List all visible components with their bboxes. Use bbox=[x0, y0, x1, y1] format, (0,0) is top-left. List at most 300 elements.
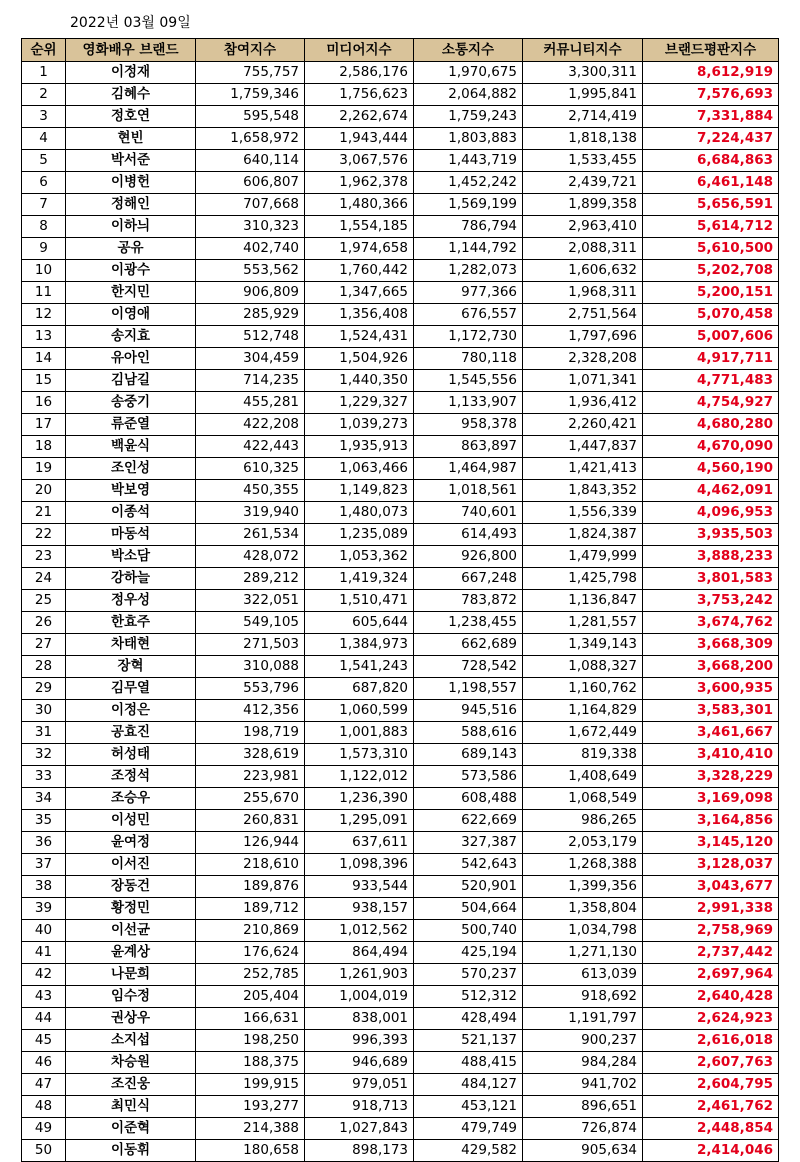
communication-index-cell: 1,133,907 bbox=[414, 392, 523, 414]
actor-name-cell: 이서진 bbox=[66, 854, 196, 876]
table-row bbox=[22, 304, 779, 326]
actor-name-cell: 이하늬 bbox=[66, 216, 196, 238]
rank-cell: 23 bbox=[22, 546, 66, 568]
rank-cell: 34 bbox=[22, 788, 66, 810]
table-row bbox=[22, 1096, 779, 1118]
header-community-index: 커뮤니티지수 bbox=[523, 39, 643, 62]
rank-cell: 33 bbox=[22, 766, 66, 788]
table-row bbox=[22, 722, 779, 744]
participation-index-cell: 322,051 bbox=[196, 590, 305, 612]
community-index-cell: 900,237 bbox=[523, 1030, 643, 1052]
media-index-cell: 1,974,658 bbox=[305, 238, 414, 260]
participation-index-cell: 285,929 bbox=[196, 304, 305, 326]
rank-cell: 7 bbox=[22, 194, 66, 216]
table-row bbox=[22, 986, 779, 1008]
rank-cell: 31 bbox=[22, 722, 66, 744]
brand-reputation-index-cell: 5,656,591 bbox=[643, 194, 779, 216]
header-communication-index: 소통지수 bbox=[414, 39, 523, 62]
actor-name-cell: 장혁 bbox=[66, 656, 196, 678]
community-index-cell: 2,260,421 bbox=[523, 414, 643, 436]
actor-name-cell: 김남길 bbox=[66, 370, 196, 392]
table-row bbox=[22, 348, 779, 370]
participation-index-cell: 714,235 bbox=[196, 370, 305, 392]
actor-name-cell: 정해인 bbox=[66, 194, 196, 216]
participation-index-cell: 304,459 bbox=[196, 348, 305, 370]
rank-cell: 19 bbox=[22, 458, 66, 480]
actor-name-cell: 차태현 bbox=[66, 634, 196, 656]
table-row bbox=[22, 238, 779, 260]
table-row bbox=[22, 84, 779, 106]
participation-index-cell: 319,940 bbox=[196, 502, 305, 524]
media-index-cell: 1,756,623 bbox=[305, 84, 414, 106]
communication-index-cell: 512,312 bbox=[414, 986, 523, 1008]
table-row bbox=[22, 1030, 779, 1052]
communication-index-cell: 740,601 bbox=[414, 502, 523, 524]
communication-index-cell: 780,118 bbox=[414, 348, 523, 370]
actor-name-cell: 윤여정 bbox=[66, 832, 196, 854]
media-index-cell: 1,943,444 bbox=[305, 128, 414, 150]
community-index-cell: 1,281,557 bbox=[523, 612, 643, 634]
media-index-cell: 1,053,362 bbox=[305, 546, 414, 568]
brand-reputation-index-cell: 4,680,280 bbox=[643, 414, 779, 436]
table-row bbox=[22, 480, 779, 502]
participation-index-cell: 1,759,346 bbox=[196, 84, 305, 106]
rank-cell: 35 bbox=[22, 810, 66, 832]
header-media-index: 미디어지수 bbox=[305, 39, 414, 62]
communication-index-cell: 429,582 bbox=[414, 1140, 523, 1162]
rank-cell: 40 bbox=[22, 920, 66, 942]
table-row bbox=[22, 62, 779, 84]
table-row bbox=[22, 1074, 779, 1096]
participation-index-cell: 610,325 bbox=[196, 458, 305, 480]
table-row bbox=[22, 744, 779, 766]
community-index-cell: 941,702 bbox=[523, 1074, 643, 1096]
actor-name-cell: 한지민 bbox=[66, 282, 196, 304]
media-index-cell: 1,384,973 bbox=[305, 634, 414, 656]
actor-name-cell: 윤계상 bbox=[66, 942, 196, 964]
table-row bbox=[22, 590, 779, 612]
actor-name-cell: 이선균 bbox=[66, 920, 196, 942]
media-index-cell: 1,962,378 bbox=[305, 172, 414, 194]
table-row bbox=[22, 810, 779, 832]
actor-name-cell: 차승원 bbox=[66, 1052, 196, 1074]
community-index-cell: 1,843,352 bbox=[523, 480, 643, 502]
brand-reputation-index-cell: 3,128,037 bbox=[643, 854, 779, 876]
table-row bbox=[22, 1052, 779, 1074]
rank-cell: 27 bbox=[22, 634, 66, 656]
brand-reputation-index-cell: 6,461,148 bbox=[643, 172, 779, 194]
actor-name-cell: 송지효 bbox=[66, 326, 196, 348]
brand-reputation-index-cell: 2,758,969 bbox=[643, 920, 779, 942]
rank-cell: 45 bbox=[22, 1030, 66, 1052]
table-row bbox=[22, 128, 779, 150]
media-index-cell: 1,935,913 bbox=[305, 436, 414, 458]
community-index-cell: 1,797,696 bbox=[523, 326, 643, 348]
participation-index-cell: 906,809 bbox=[196, 282, 305, 304]
participation-index-cell: 126,944 bbox=[196, 832, 305, 854]
community-index-cell: 1,271,130 bbox=[523, 942, 643, 964]
rank-cell: 24 bbox=[22, 568, 66, 590]
table-row bbox=[22, 1008, 779, 1030]
media-index-cell: 996,393 bbox=[305, 1030, 414, 1052]
community-index-cell: 1,672,449 bbox=[523, 722, 643, 744]
table-row bbox=[22, 172, 779, 194]
actor-name-cell: 최민식 bbox=[66, 1096, 196, 1118]
brand-reputation-index-cell: 4,096,953 bbox=[643, 502, 779, 524]
communication-index-cell: 520,901 bbox=[414, 876, 523, 898]
table-row bbox=[22, 502, 779, 524]
actor-name-cell: 조인성 bbox=[66, 458, 196, 480]
actor-name-cell: 박소담 bbox=[66, 546, 196, 568]
rank-cell: 41 bbox=[22, 942, 66, 964]
media-index-cell: 1,480,366 bbox=[305, 194, 414, 216]
rank-cell: 44 bbox=[22, 1008, 66, 1030]
participation-index-cell: 198,719 bbox=[196, 722, 305, 744]
communication-index-cell: 2,064,882 bbox=[414, 84, 523, 106]
community-index-cell: 1,399,356 bbox=[523, 876, 643, 898]
media-index-cell: 838,001 bbox=[305, 1008, 414, 1030]
community-index-cell: 1,995,841 bbox=[523, 84, 643, 106]
community-index-cell: 905,634 bbox=[523, 1140, 643, 1162]
community-index-cell: 984,284 bbox=[523, 1052, 643, 1074]
table-row bbox=[22, 964, 779, 986]
brand-reputation-index-cell: 4,670,090 bbox=[643, 436, 779, 458]
actor-name-cell: 이정재 bbox=[66, 62, 196, 84]
table-body bbox=[22, 62, 779, 1162]
brand-reputation-index-cell: 8,612,919 bbox=[643, 62, 779, 84]
brand-reputation-index-cell: 7,331,884 bbox=[643, 106, 779, 128]
rank-cell: 1 bbox=[22, 62, 66, 84]
actor-name-cell: 권상우 bbox=[66, 1008, 196, 1030]
rank-cell: 42 bbox=[22, 964, 66, 986]
community-index-cell: 896,651 bbox=[523, 1096, 643, 1118]
participation-index-cell: 549,105 bbox=[196, 612, 305, 634]
media-index-cell: 1,004,019 bbox=[305, 986, 414, 1008]
participation-index-cell: 255,670 bbox=[196, 788, 305, 810]
rank-cell: 10 bbox=[22, 260, 66, 282]
communication-index-cell: 484,127 bbox=[414, 1074, 523, 1096]
community-index-cell: 1,071,341 bbox=[523, 370, 643, 392]
media-index-cell: 933,544 bbox=[305, 876, 414, 898]
table-row bbox=[22, 392, 779, 414]
rank-cell: 16 bbox=[22, 392, 66, 414]
actor-name-cell: 조진웅 bbox=[66, 1074, 196, 1096]
rank-cell: 2 bbox=[22, 84, 66, 106]
brand-reputation-index-cell: 3,888,233 bbox=[643, 546, 779, 568]
actor-name-cell: 이정은 bbox=[66, 700, 196, 722]
table-row bbox=[22, 766, 779, 788]
communication-index-cell: 1,970,675 bbox=[414, 62, 523, 84]
community-index-cell: 819,338 bbox=[523, 744, 643, 766]
media-index-cell: 1,541,243 bbox=[305, 656, 414, 678]
participation-index-cell: 1,658,972 bbox=[196, 128, 305, 150]
brand-reputation-index-cell: 2,737,442 bbox=[643, 942, 779, 964]
actor-name-cell: 이영애 bbox=[66, 304, 196, 326]
participation-index-cell: 553,562 bbox=[196, 260, 305, 282]
actor-name-cell: 이종석 bbox=[66, 502, 196, 524]
rank-cell: 50 bbox=[22, 1140, 66, 1162]
media-index-cell: 1,012,562 bbox=[305, 920, 414, 942]
participation-index-cell: 289,212 bbox=[196, 568, 305, 590]
brand-reputation-index-cell: 2,640,428 bbox=[643, 986, 779, 1008]
communication-index-cell: 977,366 bbox=[414, 282, 523, 304]
brand-reputation-index-cell: 5,070,458 bbox=[643, 304, 779, 326]
communication-index-cell: 428,494 bbox=[414, 1008, 523, 1030]
participation-index-cell: 189,712 bbox=[196, 898, 305, 920]
rank-cell: 28 bbox=[22, 656, 66, 678]
table-row bbox=[22, 458, 779, 480]
actor-name-cell: 이광수 bbox=[66, 260, 196, 282]
community-index-cell: 1,606,632 bbox=[523, 260, 643, 282]
media-index-cell: 1,235,089 bbox=[305, 524, 414, 546]
communication-index-cell: 1,803,883 bbox=[414, 128, 523, 150]
brand-reputation-index-cell: 2,616,018 bbox=[643, 1030, 779, 1052]
actor-name-cell: 정호연 bbox=[66, 106, 196, 128]
media-index-cell: 946,689 bbox=[305, 1052, 414, 1074]
communication-index-cell: 588,616 bbox=[414, 722, 523, 744]
table-row bbox=[22, 546, 779, 568]
header-actor-brand: 영화배우 브랜드 bbox=[66, 39, 196, 62]
media-index-cell: 1,261,903 bbox=[305, 964, 414, 986]
brand-reputation-index-cell: 3,164,856 bbox=[643, 810, 779, 832]
actor-name-cell: 마동석 bbox=[66, 524, 196, 546]
communication-index-cell: 453,121 bbox=[414, 1096, 523, 1118]
media-index-cell: 1,001,883 bbox=[305, 722, 414, 744]
actor-name-cell: 장동건 bbox=[66, 876, 196, 898]
rank-cell: 47 bbox=[22, 1074, 66, 1096]
community-index-cell: 1,164,829 bbox=[523, 700, 643, 722]
rank-cell: 29 bbox=[22, 678, 66, 700]
participation-index-cell: 166,631 bbox=[196, 1008, 305, 1030]
actor-name-cell: 소지섭 bbox=[66, 1030, 196, 1052]
actor-name-cell: 이준혁 bbox=[66, 1118, 196, 1140]
brand-reputation-index-cell: 3,145,120 bbox=[643, 832, 779, 854]
communication-index-cell: 676,557 bbox=[414, 304, 523, 326]
brand-reputation-index-cell: 4,462,091 bbox=[643, 480, 779, 502]
community-index-cell: 1,191,797 bbox=[523, 1008, 643, 1030]
media-index-cell: 1,480,073 bbox=[305, 502, 414, 524]
participation-index-cell: 640,114 bbox=[196, 150, 305, 172]
community-index-cell: 1,899,358 bbox=[523, 194, 643, 216]
communication-index-cell: 1,282,073 bbox=[414, 260, 523, 282]
communication-index-cell: 1,238,455 bbox=[414, 612, 523, 634]
brand-reputation-index-cell: 5,200,151 bbox=[643, 282, 779, 304]
table-row bbox=[22, 150, 779, 172]
community-index-cell: 2,963,410 bbox=[523, 216, 643, 238]
communication-index-cell: 500,740 bbox=[414, 920, 523, 942]
table-row bbox=[22, 1118, 779, 1140]
community-index-cell: 1,421,413 bbox=[523, 458, 643, 480]
rank-cell: 17 bbox=[22, 414, 66, 436]
community-index-cell: 1,160,762 bbox=[523, 678, 643, 700]
community-index-cell: 613,039 bbox=[523, 964, 643, 986]
rank-cell: 38 bbox=[22, 876, 66, 898]
table-row bbox=[22, 1140, 779, 1162]
community-index-cell: 1,533,455 bbox=[523, 150, 643, 172]
table-row bbox=[22, 216, 779, 238]
participation-index-cell: 271,503 bbox=[196, 634, 305, 656]
actor-name-cell: 박보영 bbox=[66, 480, 196, 502]
brand-reputation-index-cell: 4,771,483 bbox=[643, 370, 779, 392]
report-date: 2022년 03월 09일 bbox=[70, 15, 191, 31]
media-index-cell: 2,586,176 bbox=[305, 62, 414, 84]
participation-index-cell: 422,443 bbox=[196, 436, 305, 458]
table-row bbox=[22, 854, 779, 876]
actor-name-cell: 임수정 bbox=[66, 986, 196, 1008]
actor-name-cell: 이동휘 bbox=[66, 1140, 196, 1162]
table-row bbox=[22, 678, 779, 700]
participation-index-cell: 252,785 bbox=[196, 964, 305, 986]
participation-index-cell: 218,610 bbox=[196, 854, 305, 876]
brand-reputation-index-cell: 2,991,338 bbox=[643, 898, 779, 920]
rank-cell: 26 bbox=[22, 612, 66, 634]
actor-name-cell: 유아인 bbox=[66, 348, 196, 370]
participation-index-cell: 188,375 bbox=[196, 1052, 305, 1074]
participation-index-cell: 707,668 bbox=[196, 194, 305, 216]
community-index-cell: 1,936,412 bbox=[523, 392, 643, 414]
media-index-cell: 1,295,091 bbox=[305, 810, 414, 832]
brand-reputation-table bbox=[21, 38, 779, 1162]
participation-index-cell: 180,658 bbox=[196, 1140, 305, 1162]
brand-reputation-index-cell: 4,754,927 bbox=[643, 392, 779, 414]
community-index-cell: 918,692 bbox=[523, 986, 643, 1008]
participation-index-cell: 189,876 bbox=[196, 876, 305, 898]
participation-index-cell: 422,208 bbox=[196, 414, 305, 436]
header-brand-reputation-index: 브랜드평판지수 bbox=[643, 39, 779, 62]
communication-index-cell: 689,143 bbox=[414, 744, 523, 766]
rank-cell: 14 bbox=[22, 348, 66, 370]
rank-cell: 43 bbox=[22, 986, 66, 1008]
community-index-cell: 2,751,564 bbox=[523, 304, 643, 326]
communication-index-cell: 542,643 bbox=[414, 854, 523, 876]
participation-index-cell: 402,740 bbox=[196, 238, 305, 260]
communication-index-cell: 1,759,243 bbox=[414, 106, 523, 128]
media-index-cell: 1,440,350 bbox=[305, 370, 414, 392]
communication-index-cell: 786,794 bbox=[414, 216, 523, 238]
media-index-cell: 605,644 bbox=[305, 612, 414, 634]
community-index-cell: 1,824,387 bbox=[523, 524, 643, 546]
media-index-cell: 1,554,185 bbox=[305, 216, 414, 238]
media-index-cell: 1,122,012 bbox=[305, 766, 414, 788]
media-index-cell: 1,419,324 bbox=[305, 568, 414, 590]
actor-name-cell: 한효주 bbox=[66, 612, 196, 634]
brand-reputation-index-cell: 7,224,437 bbox=[643, 128, 779, 150]
brand-reputation-index-cell: 2,414,046 bbox=[643, 1140, 779, 1162]
community-index-cell: 2,328,208 bbox=[523, 348, 643, 370]
actor-name-cell: 나문희 bbox=[66, 964, 196, 986]
actor-name-cell: 강하늘 bbox=[66, 568, 196, 590]
brand-reputation-index-cell: 3,935,503 bbox=[643, 524, 779, 546]
communication-index-cell: 1,464,987 bbox=[414, 458, 523, 480]
actor-name-cell: 이성민 bbox=[66, 810, 196, 832]
participation-index-cell: 260,831 bbox=[196, 810, 305, 832]
community-index-cell: 986,265 bbox=[523, 810, 643, 832]
media-index-cell: 1,063,466 bbox=[305, 458, 414, 480]
brand-reputation-index-cell: 5,614,712 bbox=[643, 216, 779, 238]
communication-index-cell: 1,569,199 bbox=[414, 194, 523, 216]
table-row bbox=[22, 634, 779, 656]
participation-index-cell: 595,548 bbox=[196, 106, 305, 128]
rank-cell: 46 bbox=[22, 1052, 66, 1074]
brand-reputation-index-cell: 2,461,762 bbox=[643, 1096, 779, 1118]
participation-index-cell: 553,796 bbox=[196, 678, 305, 700]
rank-cell: 11 bbox=[22, 282, 66, 304]
brand-reputation-index-cell: 4,917,711 bbox=[643, 348, 779, 370]
brand-reputation-index-cell: 3,801,583 bbox=[643, 568, 779, 590]
communication-index-cell: 662,689 bbox=[414, 634, 523, 656]
brand-reputation-index-cell: 2,448,854 bbox=[643, 1118, 779, 1140]
participation-index-cell: 310,088 bbox=[196, 656, 305, 678]
participation-index-cell: 606,807 bbox=[196, 172, 305, 194]
table-row bbox=[22, 524, 779, 546]
community-index-cell: 1,088,327 bbox=[523, 656, 643, 678]
table-row bbox=[22, 700, 779, 722]
community-index-cell: 2,088,311 bbox=[523, 238, 643, 260]
community-index-cell: 726,874 bbox=[523, 1118, 643, 1140]
communication-index-cell: 573,586 bbox=[414, 766, 523, 788]
rank-cell: 30 bbox=[22, 700, 66, 722]
brand-reputation-index-cell: 2,607,763 bbox=[643, 1052, 779, 1074]
participation-index-cell: 214,388 bbox=[196, 1118, 305, 1140]
brand-reputation-index-cell: 5,007,606 bbox=[643, 326, 779, 348]
actor-name-cell: 정우성 bbox=[66, 590, 196, 612]
communication-index-cell: 504,664 bbox=[414, 898, 523, 920]
media-index-cell: 1,504,926 bbox=[305, 348, 414, 370]
communication-index-cell: 1,198,557 bbox=[414, 678, 523, 700]
rank-cell: 36 bbox=[22, 832, 66, 854]
community-index-cell: 1,268,388 bbox=[523, 854, 643, 876]
participation-index-cell: 412,356 bbox=[196, 700, 305, 722]
media-index-cell: 918,713 bbox=[305, 1096, 414, 1118]
communication-index-cell: 1,545,556 bbox=[414, 370, 523, 392]
community-index-cell: 1,034,798 bbox=[523, 920, 643, 942]
brand-reputation-index-cell: 7,576,693 bbox=[643, 84, 779, 106]
communication-index-cell: 425,194 bbox=[414, 942, 523, 964]
communication-index-cell: 1,452,242 bbox=[414, 172, 523, 194]
brand-reputation-index-cell: 2,624,923 bbox=[643, 1008, 779, 1030]
community-index-cell: 3,300,311 bbox=[523, 62, 643, 84]
brand-reputation-index-cell: 3,169,098 bbox=[643, 788, 779, 810]
community-index-cell: 2,439,721 bbox=[523, 172, 643, 194]
rank-cell: 48 bbox=[22, 1096, 66, 1118]
brand-reputation-index-cell: 3,600,935 bbox=[643, 678, 779, 700]
header-row bbox=[22, 39, 779, 62]
rank-cell: 13 bbox=[22, 326, 66, 348]
actor-name-cell: 박서준 bbox=[66, 150, 196, 172]
table-row bbox=[22, 920, 779, 942]
brand-reputation-index-cell: 3,668,309 bbox=[643, 634, 779, 656]
media-index-cell: 687,820 bbox=[305, 678, 414, 700]
communication-index-cell: 945,516 bbox=[414, 700, 523, 722]
media-index-cell: 1,356,408 bbox=[305, 304, 414, 326]
brand-reputation-index-cell: 6,684,863 bbox=[643, 150, 779, 172]
community-index-cell: 1,408,649 bbox=[523, 766, 643, 788]
media-index-cell: 1,039,273 bbox=[305, 414, 414, 436]
community-index-cell: 2,053,179 bbox=[523, 832, 643, 854]
communication-index-cell: 327,387 bbox=[414, 832, 523, 854]
rank-cell: 12 bbox=[22, 304, 66, 326]
community-index-cell: 1,818,138 bbox=[523, 128, 643, 150]
communication-index-cell: 728,542 bbox=[414, 656, 523, 678]
rank-cell: 22 bbox=[22, 524, 66, 546]
rank-cell: 18 bbox=[22, 436, 66, 458]
brand-reputation-index-cell: 3,668,200 bbox=[643, 656, 779, 678]
participation-index-cell: 450,355 bbox=[196, 480, 305, 502]
rank-cell: 15 bbox=[22, 370, 66, 392]
communication-index-cell: 1,172,730 bbox=[414, 326, 523, 348]
rank-cell: 49 bbox=[22, 1118, 66, 1140]
table-row bbox=[22, 568, 779, 590]
